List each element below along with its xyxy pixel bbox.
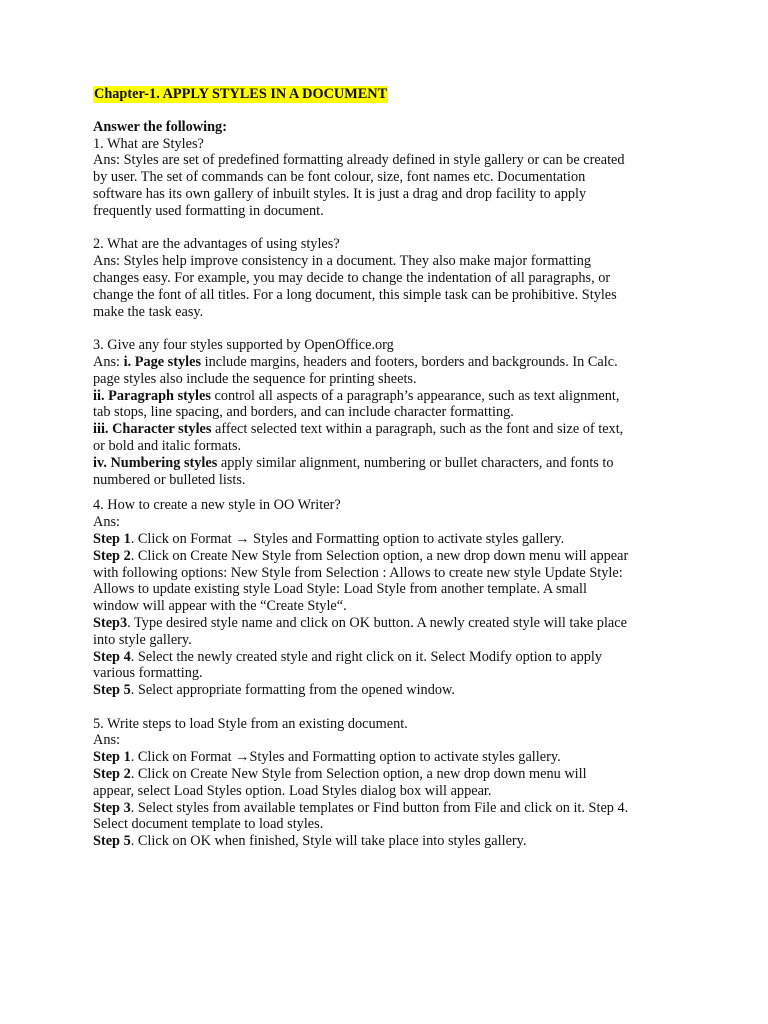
question-4 [93, 497, 688, 699]
chapter-title: Chapter-1. APPLY STYLES IN A DOCUMENT [94, 86, 388, 102]
answer-line: ii. Paragraph styles control all aspects of a paragraph’s appearance, such as text alignment, [93, 387, 620, 404]
question-text: 4. How to create a new style in OO Writer? [93, 497, 341, 514]
answer-line: change the font of all titles. For a long document, this simple task can be prohibitive. Styles [93, 286, 617, 303]
step-line: window will appear with the “Create Style“. [93, 598, 347, 615]
step-line: Step 4. Select the newly created style and right click on it. Select Modify option to apply [93, 648, 603, 665]
answer-line: by user. The set of commands can be font colour, size, font names etc. Documentation [93, 169, 586, 186]
step-line: Select document template to load styles. [93, 816, 324, 833]
answer-line: software has its own gallery of inbuilt styles. It is just a drag and drop facility to apply [93, 185, 587, 202]
step-line: Step 5. Click on OK when finished, Style will take place into styles gallery. [93, 833, 527, 850]
answer-line: numbered or bulleted lists. [93, 471, 246, 488]
step-line: Step 2. Click on Create New Style from Selection option, a new drop down menu will [93, 766, 587, 783]
step-line: Allows to update existing style Load Style: Load Style from another template. A small [93, 581, 587, 598]
step-line: Step 5. Select appropriate formatting from the opened window. [93, 682, 455, 699]
step-line: Step 1. Click on Format →Styles and Formatting option to activate styles gallery. [93, 749, 561, 766]
answer-line: iv. Numbering styles apply similar alignment, numbering or bullet characters, and fonts to [93, 454, 614, 471]
answer-line: Ans: Styles are set of predefined formatting already defined in style gallery or can be created [93, 152, 625, 169]
question-text: 2. What are the advantages of using styles? [93, 236, 340, 253]
question-text: 3. Give any four styles supported by OpenOffice.org [93, 337, 394, 354]
step-line: various formatting. [93, 665, 203, 682]
answer-label: Ans: [93, 514, 121, 531]
step-line: Step 2. Click on Create New Style from Selection option, a new drop down menu will appear [93, 547, 629, 564]
answer-line: or bold and italic formats. [93, 437, 242, 454]
answer-line: make the task easy. [93, 303, 204, 320]
answer-line: frequently used formatting in document. [93, 202, 324, 219]
question-2 [93, 236, 688, 320]
question-3 [93, 337, 688, 488]
question-text: 5. Write steps to load Style from an existing document. [93, 715, 408, 732]
answer-line: iii. Character styles affect selected text within a paragraph, such as the font and size of text, [93, 421, 624, 438]
answer-line: Ans: i. Page styles include margins, headers and footers, borders and backgrounds. In Calc. [93, 353, 618, 370]
answer-label: Ans: [93, 732, 121, 749]
answer-line: tab stops, line spacing, and borders, and can include character formatting. [93, 404, 514, 421]
answer-line: page styles also include the sequence for printing sheets. [93, 370, 417, 387]
answer-line: changes easy. For example, you may decide to change the indentation of all paragraphs, or [93, 269, 611, 286]
step-line: into style gallery. [93, 631, 192, 648]
step-line: Step3. Type desired style name and click on OK button. A newly created style will take place [93, 614, 627, 631]
question-5 [93, 716, 688, 850]
step-line: Step 3. Select styles from available templates or Find button from File and click on it. Step 4. [93, 799, 629, 816]
question-text: 1. What are Styles? [93, 135, 204, 152]
question-1 [93, 136, 688, 220]
step-line: appear, select Load Styles option. Load Styles dialog box will appear. [93, 782, 492, 799]
step-line: Step 1. Click on Format → Styles and Formatting option to activate styles gallery. [93, 530, 565, 547]
step-line: with following options: New Style from Selection : Allows to create new style Update Style: [93, 564, 623, 581]
answer-line: Ans: Styles help improve consistency in a document. They also make major formatting [93, 253, 592, 270]
intro-heading: Answer the following: [93, 118, 227, 135]
